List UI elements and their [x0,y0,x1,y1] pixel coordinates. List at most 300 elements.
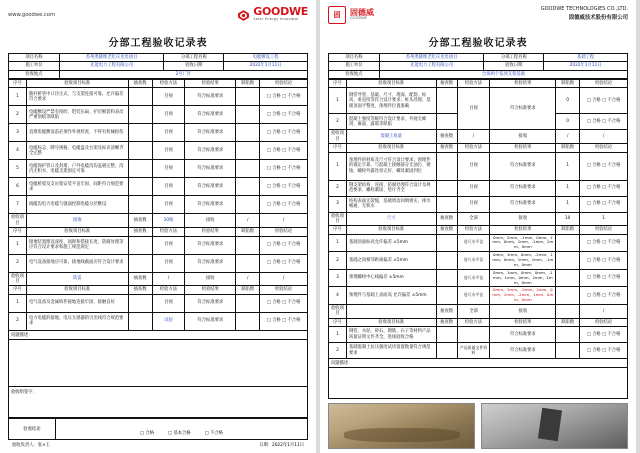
row-result: 符合标准要求 [185,178,236,196]
row-defect [236,106,260,124]
row-conclusion: □ 合格 □ 不合格 [580,343,628,359]
row-conclusion: □ 合格 □ 不合格 [580,88,628,114]
company-block [541,6,628,22]
row-no: 1 [329,152,347,180]
col-defect: 缺陷数 [556,144,580,152]
left-document-title: 分部工程验收记录表 [108,38,208,49]
col-result: 检验结果 [185,228,236,236]
contractor-label: 施工单位 [329,62,380,70]
row-conclusion: □ 合格 □ 不合格 [260,106,308,124]
section-qty-label: 抽查数 [436,212,457,226]
col-method: 检验方法 [152,80,185,88]
row-conclusion: □ 合格 □ 不合格 [580,152,628,180]
row-no: 1 [329,88,347,114]
row-qty [436,287,457,305]
section-qty-value: / [152,272,185,286]
table-header-row [329,80,628,88]
section-shape-value: / [260,272,308,286]
row-result: 符合标准要求 [490,327,556,343]
row-defect [236,294,260,312]
guodewei-mark-icon [328,6,346,24]
table-row [9,236,308,254]
row-no: 2 [9,106,27,124]
table-header-row [9,80,308,88]
col-result: 检验结果 [490,226,556,234]
signature-label[interactable]: 验收组签字： [9,387,307,418]
left-info-table [8,53,308,79]
row-item: 随杆桥管中口径正式、与支架连接可靠，允许偏差符合要求 [26,88,128,106]
col-item: 验收项目标准 [346,318,436,326]
row-conclusion: □ 合格 □ 不合格 [580,180,628,196]
row-method: 卷尺水平仪 [457,287,490,305]
section-accept-value: 10 [556,212,580,226]
row-no: 2 [329,343,347,359]
row-item: 电缆标志、牌号规格、电缆盘及台架及标识清晰齐全完整 [26,142,128,160]
row-result: 符合标准要求 [185,254,236,272]
row-conclusion: □ 合格 □ 不合格 [260,294,308,312]
table-row [329,62,628,70]
col-qty: 抽查数 [436,144,457,152]
section-label: 验收项目 [329,305,347,319]
guodewei-mark-char: 固 [333,10,341,19]
location-value: 全场两个基项支架基础 [379,70,627,78]
row-defect [236,160,260,178]
row-qty [436,327,457,343]
section-accept-value: / [236,214,260,228]
row-defect [236,312,260,330]
row-item: 电缆敷设严禁有扭绞、铠装压扁、护层断裂和表皮严重划痕等缺陷 [26,106,128,124]
row-result: 符合标准要求 [490,152,556,180]
section-qty-label: 抽查数 [128,272,152,286]
col-no: 序号 [329,80,347,88]
col-item: 验收项目标准 [26,286,128,294]
right-problem-section [328,359,628,399]
row-defect [236,142,260,160]
col-method: 检验方法 [457,226,490,234]
section-value: 接地 [26,214,128,228]
section-label: 验收项目 [9,214,27,228]
table-row [329,196,628,212]
row-result: 0mm、1mm、0mm、0mm、-1mm、1mm、0mm、2mm、1mm、0mm [490,269,556,287]
col-item: 验收项目标准 [26,80,128,88]
col-method: 检验方法 [457,80,490,88]
section-shape-value: 1 [580,212,628,226]
section-value: 防雷 [26,272,128,286]
row-result: 符合标准要求 [185,160,236,178]
row-conclusion: □ 合格 □ 不合格 [260,142,308,160]
footer-inspector: 验收负责人：张×王 [12,442,50,448]
row-result: 0mm、1mm、0mm、-2mm、1mm、0mm、1mm、1mm、-1mm、0mm [490,252,556,270]
row-qty [128,88,152,106]
company-name-en: GOODWE TECHNOLOGIES CO.,LTD. [540,6,628,12]
row-result: 符合标准要求 [185,196,236,214]
table-header-row [9,286,308,294]
table-row [329,287,628,305]
row-qty [436,343,457,359]
section-qty-label: 抽查数 [128,214,152,228]
row-item: 电缆保护管口及封堵、户外电缆沟沟盖板完整、沟内无积水、电缆支架固定可靠 [26,160,128,178]
row-item: 预埋件的材质及尺寸符合设计要求；预埋件的锚定牢靠，与混凝土接触部分无油污、锈蚀，螺栓外露丝扣完好、螺母紧固到位 [346,152,436,180]
row-conclusion: □ 合格 □ 不合格 [580,327,628,343]
row-item: 直埋电缆敷设前必须作外观检查，不得有机械损伤 [26,124,128,142]
row-qty [436,180,457,196]
row-method: 卷尺水平仪 [457,269,490,287]
section-header-row [329,130,628,144]
col-conclusion: 检验结论 [580,144,628,152]
row-defect: 0 [556,114,580,130]
row-conclusion: □ 合格 □ 不合格 [580,234,628,252]
photo-foundation [328,403,475,449]
row-conclusion: □ 合格 □ 不合格 [580,196,628,212]
row-method: 目视 [457,196,490,212]
row-qty [436,234,457,252]
section-accept-label: 接收 [490,305,556,319]
contractor-value: 先能电力工程有限公司 [59,62,164,70]
row-method: 卷尺水平仪 [457,252,490,270]
row-item: 钢管导管、基础、尺寸、埋深、配筋、标高、垂直度等符合设计要求；桩头处理、基础顶面平整度、预埋件位置准确 [346,88,436,114]
section-qty-label: 抽查数 [436,130,457,144]
photo-embedded-part [481,403,628,449]
row-defect [236,178,260,196]
table-row [9,106,308,124]
row-conclusion: □ 合格 □ 不合格 [260,88,308,106]
row-no: 3 [329,196,347,212]
col-defect: 缺陷数 [236,228,260,236]
col-qty: 抽查数 [436,226,457,234]
table-row [329,88,628,114]
website-url: www.goodwe.com [8,12,55,18]
table-row [9,88,308,106]
section-header-row [329,305,628,319]
table-row [9,70,308,78]
row-item: 结构表面无裂缝，基础周边回填密实，排水畅通，无积水 [346,196,436,212]
row-method: 目视 [152,106,185,124]
right-sheet [320,0,636,453]
row-method: 目视 [152,124,185,142]
row-no: 1 [329,234,347,252]
row-qty [128,254,152,272]
row-conclusion: □ 合格 □ 不合格 [580,287,628,305]
col-no: 序号 [9,228,27,236]
row-item: 电气设备接地应可靠，接地线截面应符合设计要求 [26,254,128,272]
row-qty [436,88,457,114]
table-row [329,327,628,343]
row-item: 线缆沟电力电缆与强弱控制电缆分层敷设 [26,196,128,214]
row-qty [436,196,457,212]
row-method: 目视 [152,178,185,196]
row-method: 目视 [457,152,490,180]
row-conclusion: □ 合格 □ 不合格 [580,114,628,130]
section-accept-label: 接收 [490,130,556,144]
subproject-value: 电缆敷设工程 [224,54,308,62]
row-defect [556,252,580,270]
row-result: 符合标准要求 [185,142,236,160]
row-qty [436,114,457,130]
left-inspection-table [8,79,308,331]
row-result: 符合标准要求 [490,180,556,196]
section-shape-value: / [260,214,308,228]
section-qty-value: / [457,130,490,144]
row-conclusion: □ 合格 □ 不合格 [260,160,308,178]
section-accept-value [556,305,580,319]
accept-date-label: 验收日期 [164,62,224,70]
row-no: 1 [9,236,27,254]
left-conclusion-section [8,419,308,440]
table-row [329,180,628,196]
row-qty [128,160,152,178]
accept-date-value: 2022年1月11日 [224,62,308,70]
row-no: 2 [329,252,347,270]
project-name-label: 项目名称 [9,54,60,62]
col-qty: 抽查数 [436,318,457,326]
left-signature-section [8,387,308,419]
col-defect: 缺陷数 [556,318,580,326]
project-name-value: 苏州奥隆维老化庆龙电项目 [379,54,484,62]
row-no: 4 [9,142,27,160]
row-qty [128,142,152,160]
row-method: 目视 [152,294,185,312]
row-result: 符合标准要求 [490,343,556,359]
problem-label: 问题描述： [329,359,627,368]
row-no: 6 [9,178,27,196]
row-item: 基础混凝土抗压强度试块留置数量符合规范要求 [346,343,436,359]
goodwe-name: GOODWE [253,5,308,18]
row-qty [436,269,457,287]
row-method: 目视 [152,236,185,254]
section-qty-value: 全部 [457,212,490,226]
col-conclusion: 检验结论 [260,228,308,236]
section-header-row [329,212,628,226]
row-result: 0mm、1mm、-5mm、2mm、0mm、1mm、-2mm、1mm、0mm、0mm [490,287,556,305]
row-method: 目视 [457,180,490,196]
row-no: 1 [9,88,27,106]
section-shape-value: / [580,130,628,144]
col-method: 检验方法 [457,318,490,326]
row-item: 基础顶面标高允许偏差 ±5mm [346,234,436,252]
section-accept-label: 接收 [185,214,236,228]
conclusion-option-unqualified[interactable]: □ 不合格 [204,430,223,436]
right-header [328,6,628,32]
row-qty [128,178,152,196]
col-no: 序号 [9,286,27,294]
row-qty [436,252,457,270]
row-item: 电力电缆的接地、电压互感器的引出线符合规范要求 [26,312,128,330]
col-defect: 缺陷数 [556,80,580,88]
table-row [9,178,308,196]
row-qty [128,294,152,312]
row-no: 2 [9,254,27,272]
row-item: 接地装置埋设深度、间距和搭接长度、防腐处理等应符合设计要求和施工规范规定 [26,236,128,254]
col-no: 序号 [329,144,347,152]
row-method: 目视 [152,88,185,106]
accept-date-label: 验收日期 [484,62,544,70]
row-item: 钢管、水泥、砂石、钢筋、石子等材料产品质量证明文件齐全，进场验收合格 [346,327,436,343]
conclusion-label: 验收结论 [9,419,56,439]
row-qty [128,196,152,214]
row-method: 目视 [457,88,490,130]
section-qty-value: 全部 [457,305,490,319]
row-defect [236,124,260,142]
section-accept-label: 接收 [490,212,556,226]
col-qty: 抽查数 [128,80,152,88]
row-item: 混凝土强度等级符合设计要求，外观无蜂窝、麻面、露筋等缺陷 [346,114,436,130]
row-conclusion: □ 合格 □ 不合格 [260,312,308,330]
problem-textarea[interactable] [9,340,307,386]
section-shape-value: / [580,305,628,319]
goodwe-wordmark [253,6,308,22]
row-defect [236,236,260,254]
guodewei-name-en: GOODWE [350,16,368,21]
table-row [329,343,628,359]
section-label: 验收项目 [9,272,27,286]
col-item: 验收项目标准 [346,144,436,152]
guodewei-logo [328,6,374,24]
right-info-table [328,53,628,79]
table-row [9,294,308,312]
row-conclusion: □ 合格 □ 不合格 [260,196,308,214]
col-result: 检验结果 [490,80,556,88]
row-conclusion: □ 合格 □ 不合格 [260,124,308,142]
col-item: 验收项目标准 [346,226,436,234]
row-result: 符合标准要求 [185,106,236,124]
row-conclusion: □ 合格 □ 不合格 [580,252,628,270]
row-method: 试验 [152,312,185,330]
photo-row [328,403,628,449]
col-qty: 抽查数 [128,228,152,236]
right-document-title: 分部工程验收记录表 [428,38,528,49]
problem-label: 问题描述： [9,331,307,340]
col-defect: 缺陷数 [556,226,580,234]
table-header-row [9,228,308,236]
row-qty [128,106,152,124]
section-label: 验收项目 [329,130,347,144]
table-header-row [329,144,628,152]
col-conclusion: 检验结论 [580,226,628,234]
row-conclusion: □ 合格 □ 不合格 [260,236,308,254]
section-accept-label: 接收 [185,272,236,286]
section-accept-value: / [236,272,260,286]
row-result: 符合标准要求 [185,312,236,330]
table-row [9,142,308,160]
guodewei-name-cn: 固德威 [350,7,374,17]
row-defect: 0 [556,88,580,114]
col-conclusion: 检验结论 [580,318,628,326]
table-header-row [329,226,628,234]
row-defect [556,269,580,287]
project-name-value: 苏州奥隆维老化庆龙电项目 [59,54,164,62]
table-row [329,70,628,78]
table-row [9,54,308,62]
col-result: 检验结果 [185,286,236,294]
table-header-row [329,318,628,326]
row-result: 符合标准要求 [185,88,236,106]
left-footer [8,440,308,448]
problem-textarea[interactable] [329,368,627,398]
location-label: 验收地点 [329,70,380,78]
row-item: 电气设备及金属构件接地连接牢固、接触良好 [26,294,128,312]
row-no: 3 [329,269,347,287]
location-value: 2号厂区 [59,70,307,78]
table-row [9,254,308,272]
table-row [9,62,308,70]
row-defect [236,254,260,272]
col-defect: 缺陷数 [236,286,260,294]
goodwe-mark-icon [237,7,250,20]
col-conclusion: 检验结论 [580,80,628,88]
row-no: 2 [329,180,347,196]
row-defect [556,327,580,343]
table-row [9,124,308,142]
left-problem-section [8,331,308,387]
conclusion-option-qualified[interactable]: □ 合格 [140,430,155,436]
row-method: 卷尺水平仪 [457,234,490,252]
col-qty: 抽查数 [128,286,152,294]
row-no: 1 [9,294,27,312]
row-result: 符合标准要求 [185,294,236,312]
row-method: 目视 [152,254,185,272]
row-no: 2 [9,312,27,330]
row-method: 目视 [152,160,185,178]
row-defect: 1 [556,152,580,180]
row-method: 目视 [152,142,185,160]
col-qty: 抽查数 [436,80,457,88]
col-item: 验收项目标准 [26,228,128,236]
col-conclusion: 检验结论 [260,286,308,294]
row-no: 5 [9,160,27,178]
table-row [329,269,628,287]
row-item: 预埋螺栓中心线偏差 ±5mm [346,269,436,287]
table-row [329,54,628,62]
row-defect [236,196,260,214]
company-name-cn: 固德威技术股份有限公司 [568,14,628,21]
section-header-row [9,214,308,228]
location-label: 验收地点 [9,70,60,78]
col-conclusion: 检验结论 [260,80,308,88]
row-defect [556,287,580,305]
row-no: 4 [329,287,347,305]
row-qty [128,236,152,254]
section-qty-value: 10根 [152,214,185,228]
section-value [346,305,436,319]
row-no: 1 [329,327,347,343]
project-name-label: 项目名称 [329,54,380,62]
table-row [9,312,308,330]
col-no: 序号 [9,80,27,88]
col-method: 检验方法 [152,286,185,294]
col-defect: 缺陷数 [236,80,260,88]
col-result: 检验结果 [490,144,556,152]
row-defect [556,234,580,252]
row-method: 目视 [152,196,185,214]
col-method: 检验方法 [152,228,185,236]
guodewei-wordmark [350,9,374,22]
row-qty [128,312,152,330]
row-qty [128,124,152,142]
col-result: 检验结果 [185,80,236,88]
row-no: 2 [329,114,347,130]
row-result: 符合标准要求 [490,88,556,130]
conclusion-option-basic[interactable]: □ 基本合格 [168,430,191,436]
row-conclusion: □ 合格 □ 不合格 [580,269,628,287]
row-method: 产品质量文件资料 [457,343,490,359]
table-row [329,252,628,270]
section-header-row [9,272,308,286]
row-result: 符合标准要求 [490,196,556,212]
conclusion-options [56,419,307,439]
section-accept-value: / [556,130,580,144]
section-value: 尺寸 [346,212,436,226]
goodwe-tagline: Solar Energy Innovator [253,17,299,21]
